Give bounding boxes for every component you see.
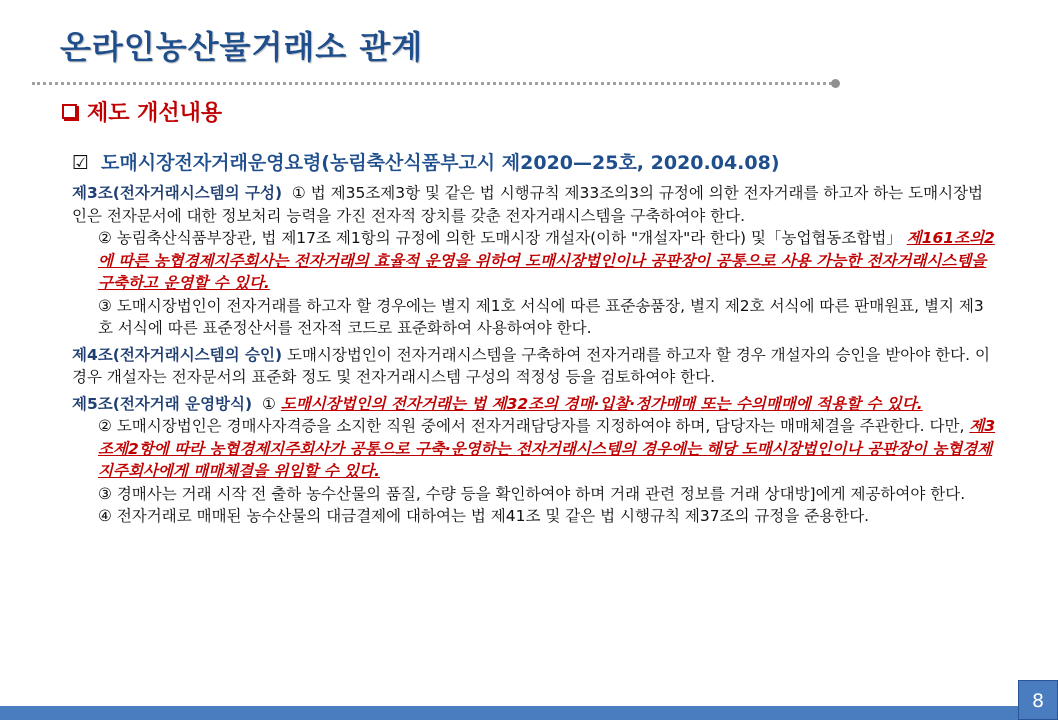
article-5-para-4: ④ 전자거래로 매매된 농수산물의 대금결제에 대하여는 법 제41조 및 같은 법 시행규칙 제37조의 규정을 준용한다. [98, 507, 870, 525]
regulation-heading-text: 도매시장전자거래운영요령(농림축산식품부고시 제2020—25호, 2020.04.08) [101, 152, 780, 174]
article-5 [72, 393, 996, 528]
divider-end-dot [831, 79, 840, 88]
article-5-para-1-highlight: 도매시장법인의 전자거래는 법 제32조의 경매·입찰·정가매매 또는 수의매매에 적용할 수 있다. [280, 394, 923, 413]
article-3-para-3: ③ 도매시장법인이 전자거래를 하고자 할 경우에는 별지 제1호 서식에 따른 표준송품장, 별지 제2호 서식에 따른 판매원표, 별지 제3호 서식에 따른 표준정산서를 전자적 코드로 표준화하여 사용하여야 한다. [98, 296, 984, 337]
footer-bar [0, 706, 1058, 720]
article-5-para-2 [72, 415, 996, 483]
page-number: 8 [1018, 680, 1058, 720]
article-4 [72, 344, 996, 389]
slide-title: 온라인농산물거래소 관계 [60, 28, 424, 66]
section-heading-text: 제도 개선내용 [87, 101, 223, 126]
square-bullet-icon [62, 104, 77, 119]
article-5-heading: 제5조(전자거래 운영방식) [72, 394, 253, 413]
article-5-para-3: ③ 경매사는 거래 시작 전 출하 농수산물의 품질, 수량 등을 확인하여야 하며 거래 관련 정보를 거래 상대방]에게 제공하여야 한다. [98, 484, 966, 503]
article-5-para-1-num: ① [261, 394, 276, 413]
article-4-text: 도매시장법인이 전자거래시스템을 구축하여 전자거래를 하고자 할 경우 개설자의 승인을 받아야 한다. 이 경우 개설자는 전자문서의 표준화 정도 및 전자거래시스템 구성의 적정성 등을 검토하여야 한다. [72, 345, 990, 386]
article-5-para-2-highlight: 제3조제2항에 따라 농협경제지주회사가 공통으로 구축·운영하는 전자거래시스템의 경우에는 해당 도매시장법인이나 공판장이 농협경제지주회사에게 매매체결을 위임할 수 있다. [98, 417, 996, 480]
dotted-divider [32, 82, 832, 85]
section-heading [62, 96, 222, 127]
article-3-heading: 제3조(전자거래시스템의 구성) [72, 184, 283, 202]
regulation-heading [72, 148, 780, 175]
regulation-body [72, 182, 996, 532]
article-3-para-2-highlight: 제161조의2에 따른 농협경제지주회사는 전자거래의 효율적 운영을 위하여 도매시장법인이나 공판장이 공통으로 사용 가능한 전자거래시스템을 구축하고 운영할 수 있다. [98, 229, 995, 292]
article-3-para-2-text: ② 농림축산식품부장관, 법 제17조 제1항의 규정에 의한 도매시장 개설자(이하 "개설자"라 한다) 및「농업협동조합법」 [98, 229, 902, 247]
article-3 [72, 182, 996, 340]
checkbox-icon: ☑ [72, 152, 90, 174]
article-3-para-1: ① 법 제35조제3항 및 같은 법 시행규칙 제33조의3의 규정에 의한 전자거래를 하고자 하는 도매시장법인은 전자문서에 대한 정보처리 능력을 가진 전자적 장치를 갖춘 전자거래시스템을 구축하여야 한다. [72, 184, 984, 225]
article-5-para-2-text: ② 도매시장법인은 경매사자격증을 소지한 직원 중에서 전자거래담당자를 지정하여야 하며, 담당자는 매매체결을 주관한다. 다만, [98, 417, 965, 435]
article-3-para-2 [72, 227, 996, 295]
article-4-heading: 제4조(전자거래시스템의 승인) [72, 345, 283, 364]
